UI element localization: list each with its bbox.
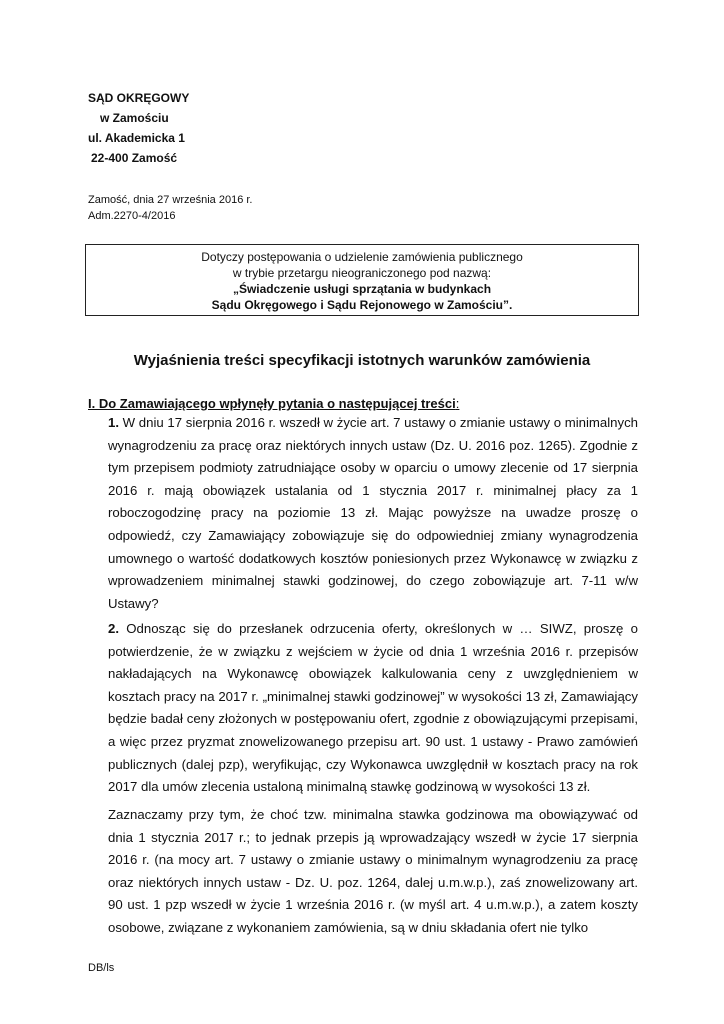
question-2-continuation: Zaznaczamy przy tym, że choć tzw. minimalna stawka godzinowa ma obowiązywać od dnia 1 stycznia 2017 r.; to jednak przepis ją wprowadzający wszedł w życie 17 sierpnia 2016 r. (na mocy art. 7 ustawy o zmianie ustawy o minimalnym wynagrodzeniu za pracę oraz niektórych innych ustaw - Dz. U. poz. 1264, dalej u.m.w.p.), zaś znowelizowany art. 90 ust. 1 pzp wszedł w życie 1 września 2016 r. (w myśl art. 4 u.m.w.p.), a zatem koszty osobowe, związane z wykonaniem zamówienia, są w dniu składania ofert nie tylko: [108, 807, 638, 935]
section-title-text: I. Do Zamawiającego wpłynęły pytania o następującej treści: [88, 396, 456, 411]
subject-box: [85, 244, 639, 316]
subject-line-2: w trybie przetargu nieograniczonego pod nazwą:: [232, 266, 492, 280]
court-street: ul. Akademicka 1: [88, 131, 185, 145]
question-2-text: Odnosząc się do przesłanek odrzucenia oferty, określonych w … SIWZ, proszę o potwierdzenie, że w związku z wejściem w życie od dnia 1 września 2016 r. przepisów nakładających na Wykonawcę obowiązek kalkulowania ceny z uwzględnieniem w kosztach pracy na 2017 r. „minimalnej stawki godzinowej” w wysokości 13 zł, Zamawiający będzie badał ceny złożonych w postępowaniu ofert, zgodnie z obowiązującymi przepisami, a więc przez pryzmat znowelizowanego przepisu art. 90 ust. 1 ustawy - Prawo zamówień publicznych (dalej pzp), weryfikując, czy Wykonawca uwzględnił w kosztach pracy na rok 2017 dla umów zlecenia ustaloną minimalną stawkę godzinową w wysokości 13 zł.: [108, 621, 638, 795]
section-title-colon: :: [455, 396, 460, 411]
question-1-number: 1.: [108, 415, 119, 430]
section-title: [88, 396, 459, 411]
court-name: SĄD OKRĘGOWY: [88, 91, 190, 105]
reference-number: Adm.2270-4/2016: [88, 210, 176, 222]
date-reference-block: [88, 192, 252, 224]
court-city: w Zamościu: [100, 111, 169, 125]
question-2: [108, 618, 638, 799]
subject-line-3: „Świadczenie usługi sprzątania w budynkach: [232, 282, 492, 296]
court-postal: 22-400 Zamość: [91, 151, 178, 165]
document-heading: Wyjaśnienia treści specyfikacji istotnych warunków zamówienia: [133, 352, 591, 369]
footer-initials: DB/ls: [88, 962, 115, 974]
question-1: [108, 412, 638, 615]
subject-line-4: Sądu Okręgowego i Sądu Rejonowego w Zamościu”.: [211, 298, 513, 312]
court-address-block: [88, 88, 208, 168]
question-1-text: W dniu 17 sierpnia 2016 r. wszedł w życie art. 7 ustawy o zmianie ustawy o minimalnych wynagrodzeniu za pracę oraz niektórych innych ustaw (Dz. U. 2016 poz. 1265). Zgodnie z tym przepisem podmioty zatrudniające osoby w oparciu o umowy zlecenie od 17 sierpnia 2016 r. mają obowiązek ustalania od 1 stycznia 2017 r. minimalnej płacy za 1 roboczogodzinę pracy na poziomie 13 zł. Mając powyższe na uwadze proszę o odpowiedź, czy Zamawiający zobowiązuje się do odpowiedniej zmiany wynagrodzenia umownego o wartość dodatkowych kosztów poniesionych przez Wykonawcę w związku z wprowadzeniem minimalnej stawki godzinowej, do czego zobowiązuje art. 7-11 w/w Ustawy?: [108, 415, 638, 611]
question-2-number: 2.: [108, 621, 119, 636]
subject-line-1: Dotyczy postępowania o udzielenie zamówienia publicznego: [201, 250, 523, 264]
date-line: Zamość, dnia 27 września 2016 r.: [88, 194, 253, 206]
